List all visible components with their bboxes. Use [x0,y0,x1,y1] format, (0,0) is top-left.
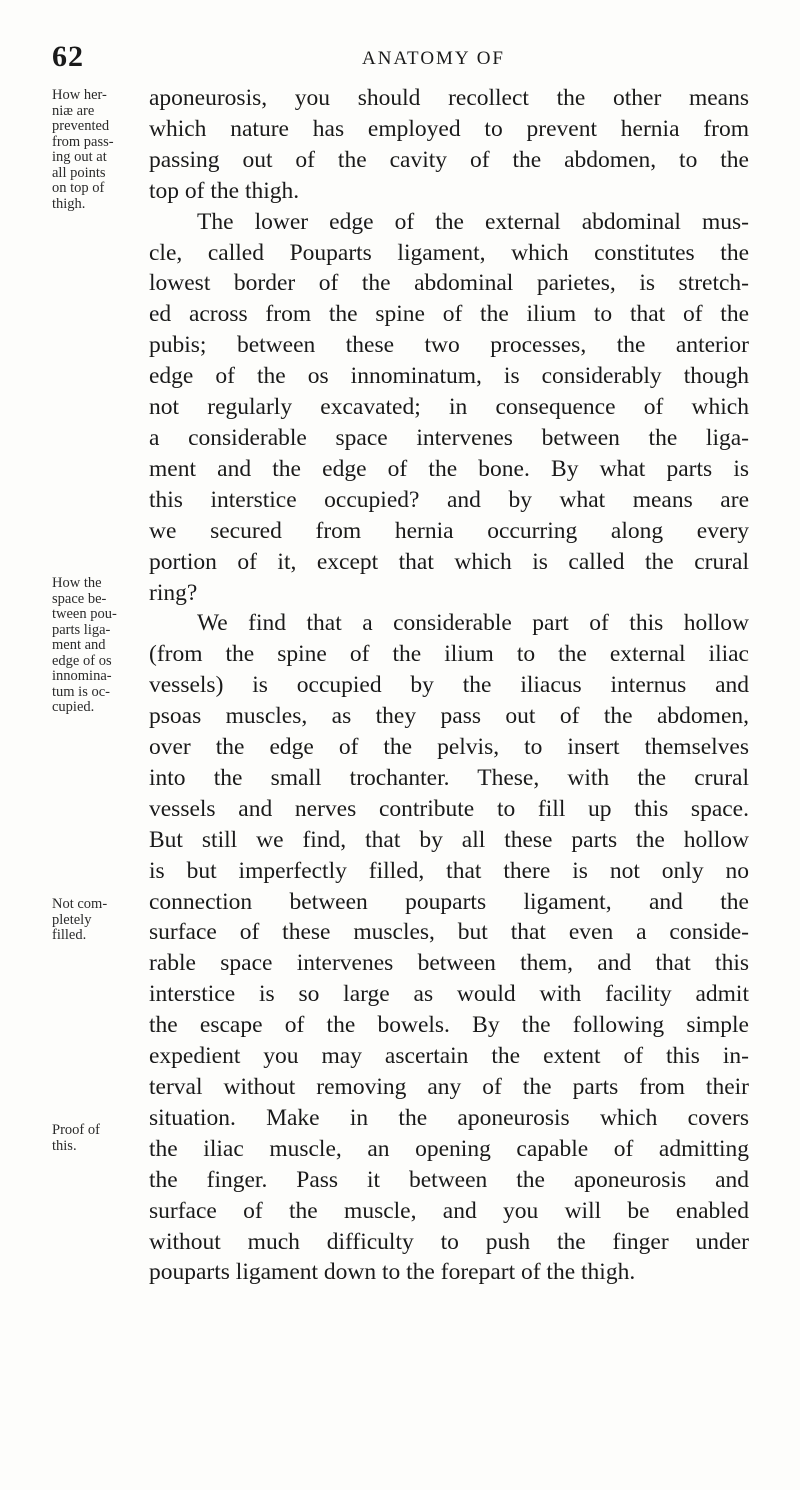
text-line: we secured from hernia occurring along every [149,517,749,544]
text-line: the escape of the bowels. By the following simple [149,1012,749,1039]
paragraph [149,608,749,1288]
margin-note-line: tween pou- [52,606,117,622]
text-line: situation. Make in the aponeurosis which covers [149,1104,749,1131]
margin-note-hernia-prevention [52,88,144,212]
text-line: lowest border of the abdominal parietes, is stretch- [149,270,749,297]
text-line: aponeurosis, you should recollect the other means [149,85,749,111]
text-line: surface of the muscle, and you will be enabled [149,1197,749,1224]
paragraph [149,83,749,207]
text-line: this interstice occupied? and by what means are [149,486,749,513]
text-line: is but imperfectly filled, that there is not only no [149,857,749,884]
margin-note-line: How her- [52,87,107,103]
text-line: the iliac muscle, an opening capable of admitting [149,1135,749,1162]
text-line: vessels) is occupied by the iliacus internus and [149,672,749,699]
margin-note-line: ing out at [52,149,107,165]
text-line: which nature has employed to prevent hernia from [149,115,749,142]
text-line: a considerable space intervenes between the liga- [149,424,749,451]
text-line: rable space intervenes between them, and that this [149,950,749,977]
text-line: But still we find, that by all these parts the hollow [149,826,749,853]
text-line: The lower edge of the external abdominal mus- [197,208,749,235]
text-line: pubis; between these two processes, the anterior [149,332,749,359]
margin-note-line: this. [52,1137,77,1154]
text-line: We find that a considerable part of this hollow [197,610,749,637]
text-line: terval without removing any of the parts from their [149,1074,749,1100]
paragraph [149,207,749,609]
margin-note-not-filled [52,897,144,944]
text-line: into the small trochanter. These, with the crural [149,764,749,791]
margin-note-line: edge of os [52,652,112,669]
margin-note-line: prevented [52,118,110,134]
margin-note-line: pletely [52,911,92,928]
margin-note-line: How the [52,575,102,591]
text-line: over the edge of the pelvis, to insert themselves [149,734,749,761]
text-line: not regularly excavated; in consequence of which [149,394,749,421]
text-line: passing out of the cavity of the abdomen, to the [149,146,749,173]
margin-note-line: tum is oc- [52,683,110,700]
text-line: portion of it, except that which is called the crural [149,548,749,575]
text-line: edge of the os innominatum, is considerably though [149,363,749,390]
margin-note-line: filled. [52,927,87,943]
margin-note-line: Proof of [52,1122,100,1138]
running-title: ANATOMY OF [362,48,505,69]
text-line: ed across from the spine of the ilium to that of the [149,301,749,328]
text-line: cle, called Pouparts ligament, which constitutes the [149,239,749,266]
margin-note-line: on top of [52,180,105,196]
margin-note-line: Not com- [52,896,108,912]
margin-note-line: space be- [52,590,107,607]
text-line: ring? [149,579,198,606]
text-line: vessels and nerves contribute to fill up this space. [149,795,749,822]
text-line: the finger. Pass it between the aponeurosis and [149,1166,749,1193]
text-line: (from the spine of the ilium to the external iliac [149,641,749,668]
text-line: psoas muscles, as they pass out of the abdomen, [149,703,749,730]
margin-note-space-occupied [52,576,144,716]
margin-note-line: thigh. [52,195,86,212]
margin-note-line: niæ are [52,102,95,119]
margin-note-line: parts liga- [52,621,111,638]
margin-note-line: innomina- [52,668,112,684]
text-line: surface of these muscles, but that even a conside- [149,919,749,946]
margin-note-line: all points [52,164,106,181]
body-text [149,83,749,1288]
text-line: connection between pouparts ligament, and the [149,888,749,915]
margin-note-line: cupied. [52,699,95,715]
margin-note-line: from pass- [52,133,114,150]
text-line: expedient you may ascertain the extent of this in- [149,1043,749,1070]
margin-note-line: ment and [52,637,106,653]
text-line: interstice is so large as would with facility admit [149,981,749,1008]
text-line: pouparts ligament down to the forepart of the thigh. [149,1259,636,1286]
margin-note-proof [52,1123,144,1154]
text-line: without much difficulty to push the finger under [149,1228,749,1255]
page-number: 62 [52,40,84,73]
text-line: ment and the edge of the bone. By what parts is [149,455,749,482]
page-header [0,40,800,80]
text-line: top of the thigh. [149,177,300,204]
